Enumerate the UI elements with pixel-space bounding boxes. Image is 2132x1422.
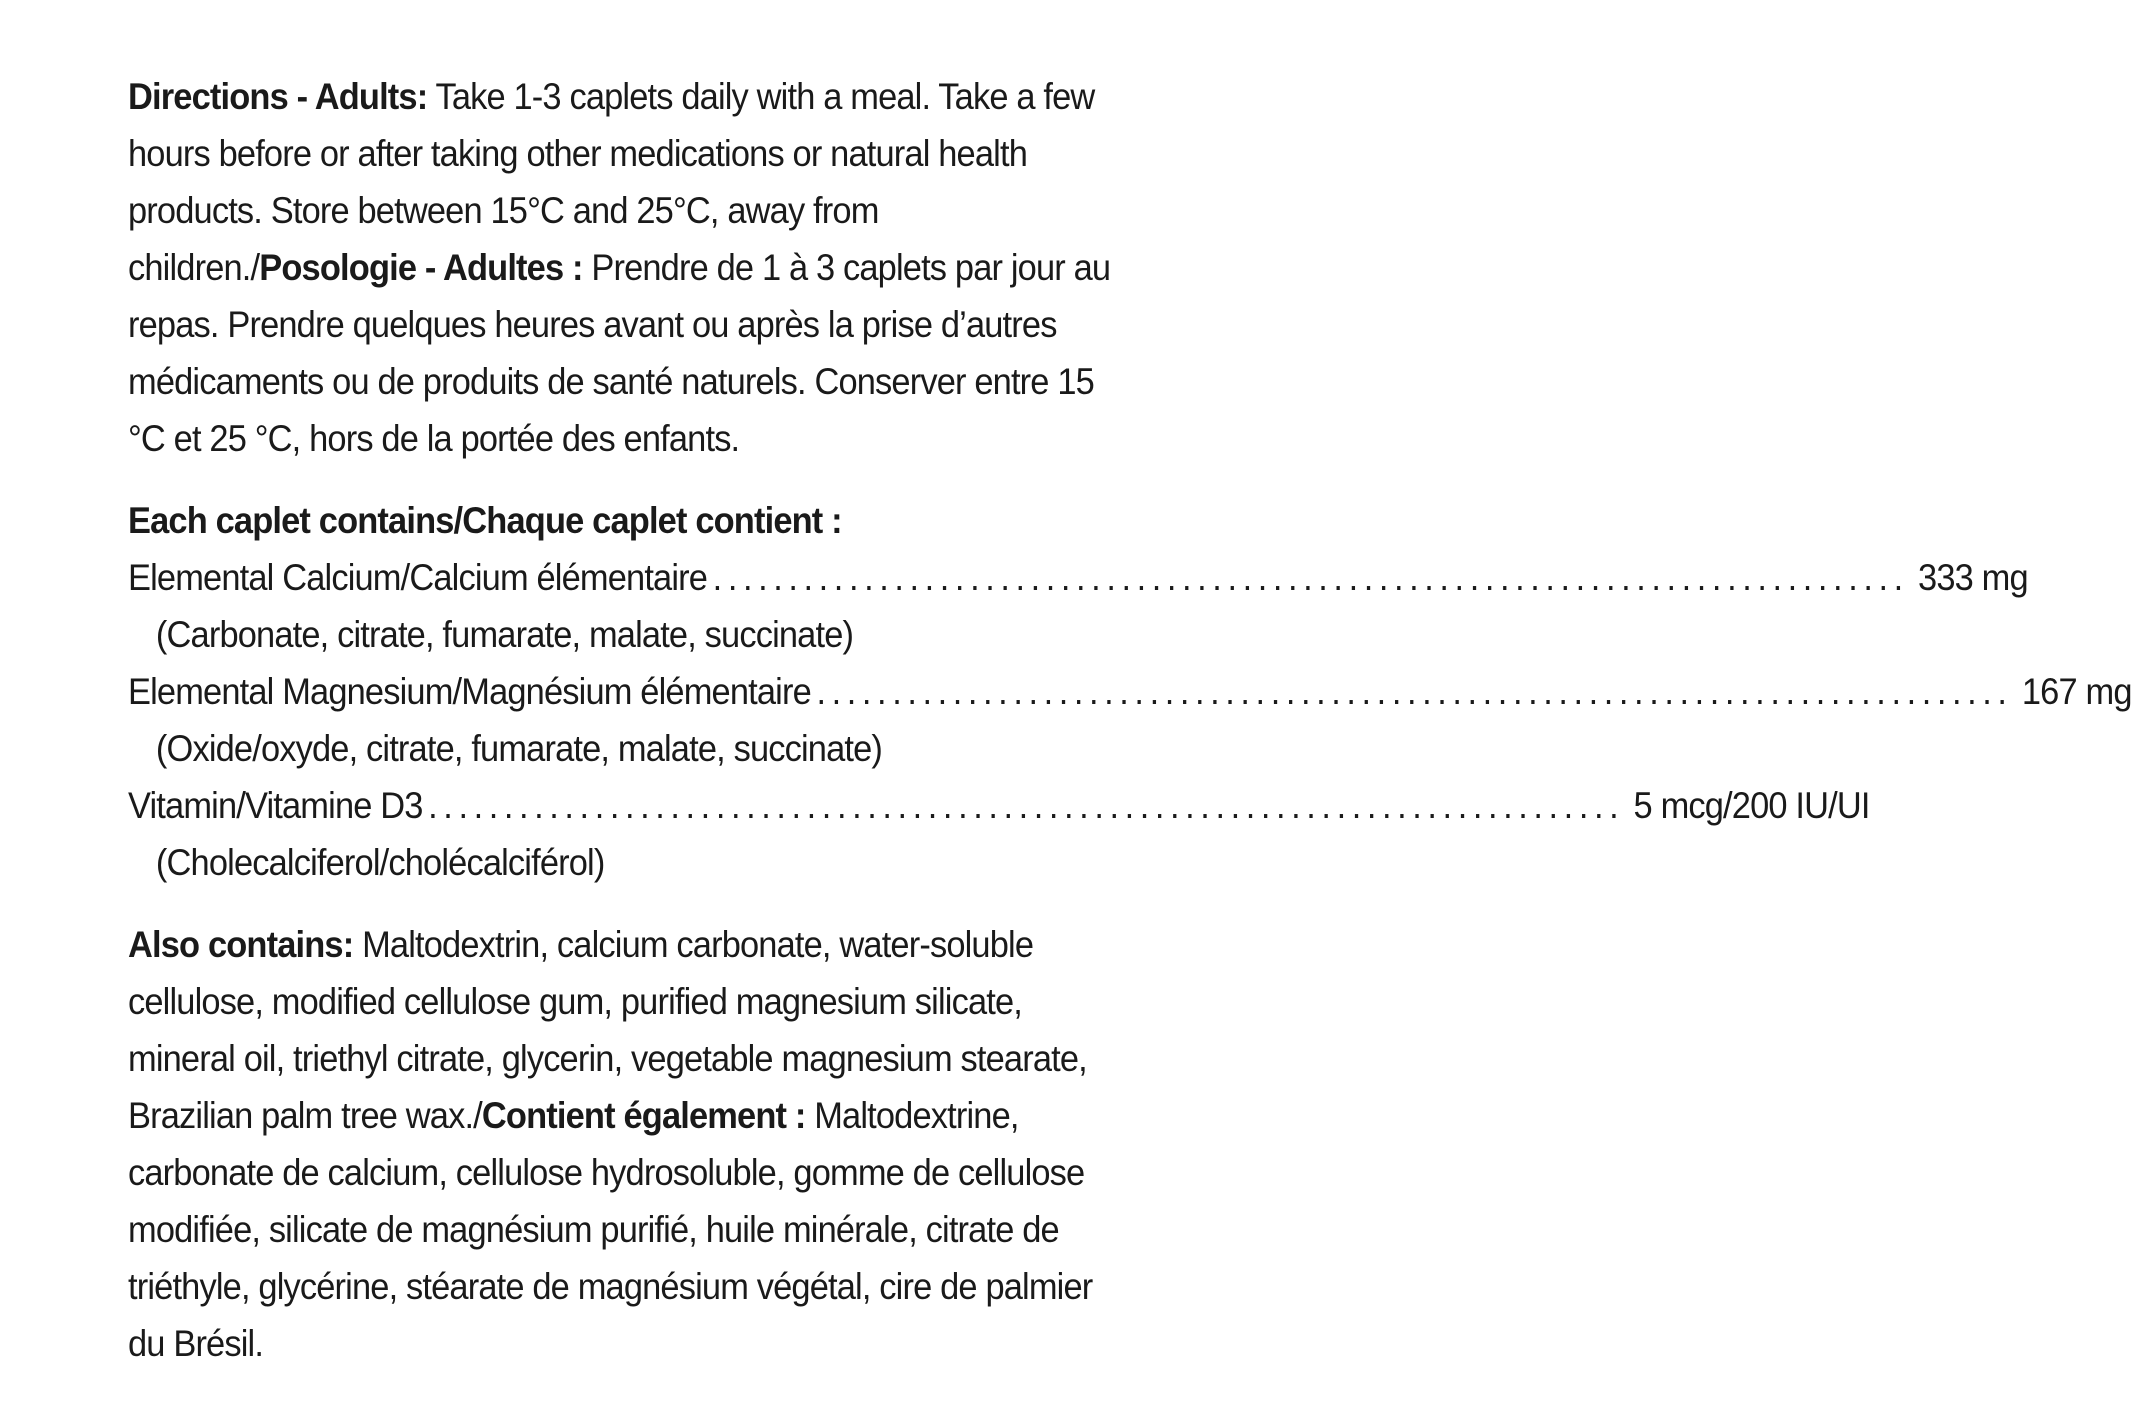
directions-paragraph: [128, 68, 1114, 467]
ingredient-amount: 333 mg: [1918, 557, 2028, 598]
ingredient-name: Vitamin/Vitamine D3: [128, 785, 423, 826]
ingredient-name: Elemental Magnesium/Magnésium élémentaire: [128, 671, 811, 712]
directions-label-en: Directions - Adults:: [128, 76, 428, 117]
also-contains-paragraph: [128, 916, 1114, 1372]
ingredient-source: (Cholecalciferol/cholécalciférol): [155, 842, 605, 883]
product-label-panel: [128, 68, 2132, 1372]
leader-dots: ...............................................................................: [712, 557, 1909, 598]
ingredient-name: Elemental Calcium/Calcium élémentaire: [128, 557, 708, 598]
directions-label-fr: Posologie - Adultes :: [259, 247, 583, 288]
ingredient-row: [128, 663, 2132, 720]
ingredient-row: [128, 549, 2028, 606]
ingredient-amount: 5 mcg/200 IU/UI: [1633, 785, 1870, 826]
ingredient-amount: 167 mg: [2021, 671, 2132, 712]
ingredient-source: (Oxide/oxyde, citrate, fumarate, malate, succinate): [155, 728, 883, 769]
also-contains-label-fr: Contient également :: [481, 1095, 806, 1136]
leader-dots: ...............................................................................: [428, 785, 1625, 826]
directions-text-en: Take 1-3 caplets daily with a meal. Take a few hours before or after taking other medications or natural health products. Store between 15°C and 25°C, away from children./: [128, 76, 1095, 288]
ingredient-row: [128, 777, 1870, 834]
also-contains-label-en: Also contains:: [128, 924, 354, 965]
ingredients-heading: Each caplet contains/Chaque caplet contient :: [128, 500, 842, 541]
also-contains-text-en: Maltodextrin, calcium carbonate, water-soluble cellulose, modified cellulose gum, purified magnesium silicate, mineral oil, triethyl citrate, glycerin, vegetable magnesium stearate, Brazilian palm tree wax./: [128, 924, 1087, 1136]
ingredient-source: (Carbonate, citrate, fumarate, malate, succinate): [155, 614, 854, 655]
also-contains-text-fr: Maltodextrine, carbonate de calcium, cellulose hydrosoluble, gomme de cellulose modifiée, silicate de magnésium purifié, huile minérale, citrate de triéthyle, glycérine, stéarate de magnésium végétal, cire de palmier du Brésil.: [128, 1095, 1093, 1364]
medicinal-ingredients-section: [128, 492, 2132, 891]
directions-text-fr: Prendre de 1 à 3 caplets par jour au repas. Prendre quelques heures avant ou après la prise d’autres médicaments ou de produits de santé naturels. Conserver entre 15 °C et 25 °C, hors de la portée des enfants.: [128, 247, 1111, 459]
leader-dots: ...............................................................................: [816, 671, 2013, 712]
